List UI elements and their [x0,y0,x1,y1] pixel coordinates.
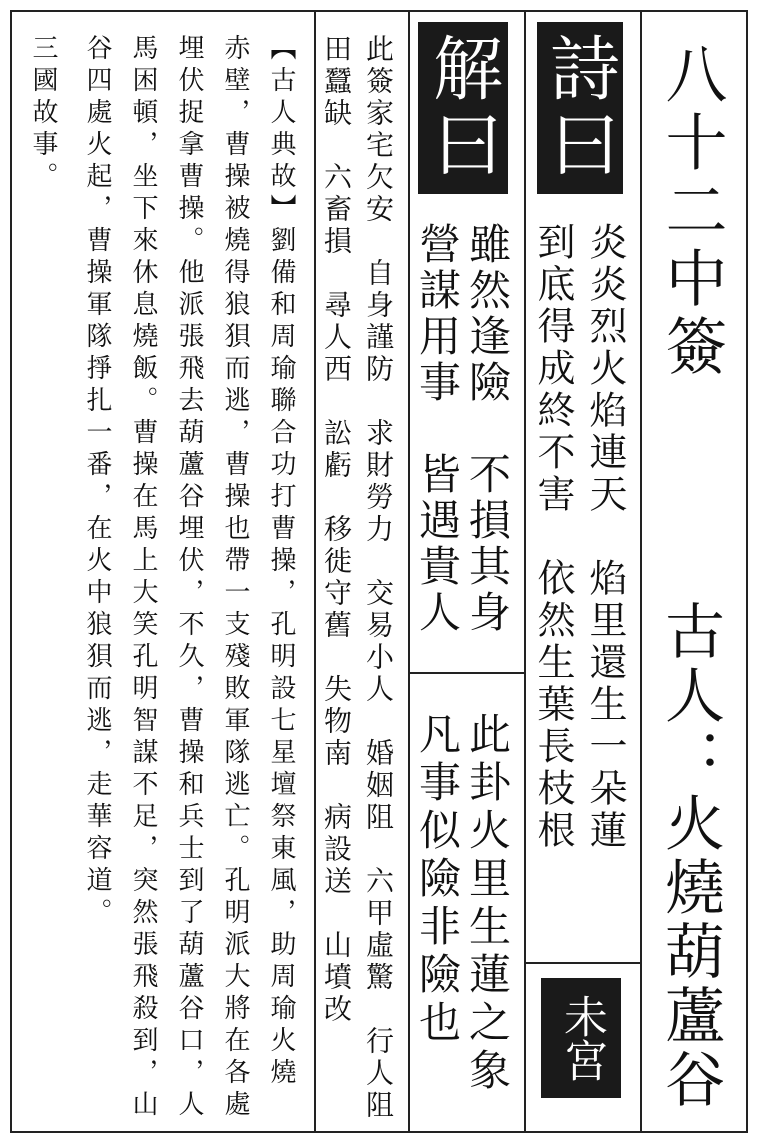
gua-line: 此卦火里生蓮之象 [463,712,512,1096]
explain-heading: 解曰 [418,22,508,194]
poem-heading: 詩曰 [537,22,623,194]
meaning-line: 田蠶缺 六畜損 尋人西 訟虧 移徙守舊 失物南 病設送 山墳改 [320,34,353,1026]
story-line: 谷四處火起，曹操軍隊掙扎一番，在火中狼狽而逃，走華容道。 [82,34,112,930]
meaning-divider [314,12,316,1131]
story-line: 【古人典故】劉備和周瑜聯合功打曹操，孔明設七星壇祭東風，助周瑜火燒 [266,34,296,1090]
poem-line: 炎炎烈火焰連天 焰里還生一朵蓮 [583,222,627,852]
explain-gua-divider [408,672,526,674]
poem-palace-divider [524,962,642,964]
lot-subtitle: 古人：火燒葫蘆谷 [655,600,725,1112]
story-line: 埋伏捉拿曹操。他派張飛去葫蘆谷埋伏，不久，曹操和兵士到了葫蘆谷口，人 [174,34,204,1122]
lot-title: 八十二中簽 [655,42,728,382]
gua-line: 凡事似險非險也 [413,712,462,1048]
story-line: 三國故事。 [28,34,58,194]
story-line: 馬困頓，坐下來休息燒飯。曹操在馬上大笑孔明智謀不足，突然張飛殺到，山 [128,34,158,1122]
meaning-line: 此簽家宅欠安 自身謹防 求財勞力 交易小人 婚姻阻 六甲虛驚 行人阻 [362,34,395,1122]
explain-line: 營謀用事 皆遇貴人 [413,222,462,636]
story-line: 赤壁，曹操被燒得狼狽而逃，曹操也帶一支殘敗軍隊逃亡。孔明派大將在各處 [220,34,250,1122]
explain-line: 雖然逢險 不損其身 [463,222,512,636]
explain-divider [408,12,410,1131]
palace-label: 未宮 [541,978,621,1098]
poem-line: 到底得成終不害 依然生葉長枝根 [531,222,575,852]
